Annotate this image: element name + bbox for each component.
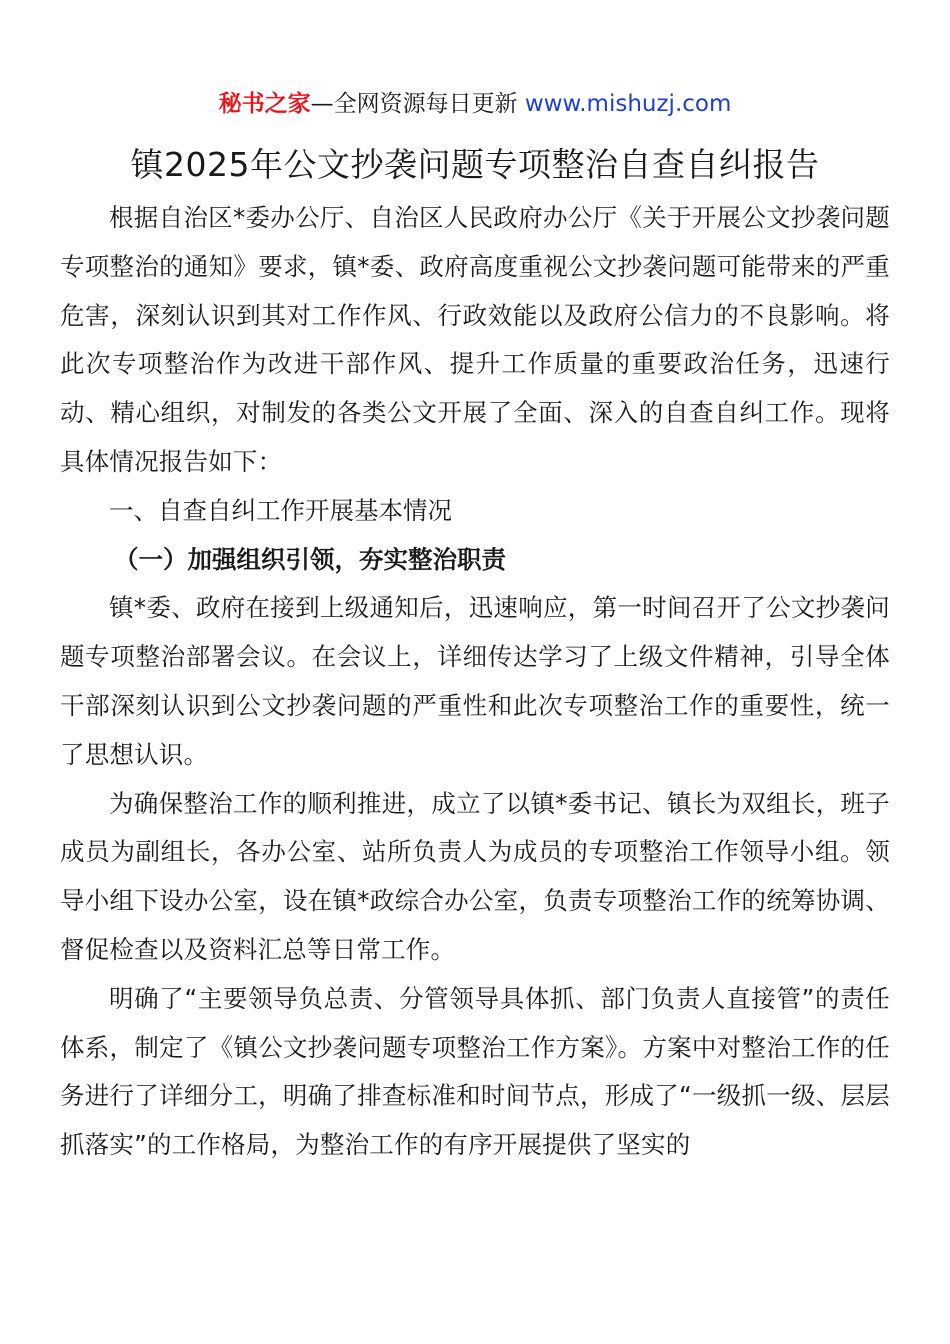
body-paragraph: 镇*委、政府在接到上级通知后，迅速响应，第一时间召开了公文抄袭问题专项整治部署会议。在会议上，详细传达学习了上级文件精神，引导全体干部深刻认识到公文抄袭问题的严重性和此次专项整治工作的重要性，统一了思想认识。 <box>60 593 890 769</box>
subsection-heading: （一）加强组织引领，夯实整治职责 <box>114 544 506 574</box>
site-header <box>60 86 890 122</box>
body-paragraph: 为确保整治工作的顺利推进，成立了以镇*委书记、镇长为双组长，班子成员为副组长，各办公室、站所负责人为成员的专项整治工作领导小组。领导小组下设办公室，设在镇*政综合办公室，负责专项整治工作的统筹协调、督促检查以及资料汇总等日常工作。 <box>60 788 890 964</box>
document-body <box>60 194 890 1170</box>
section-heading: 一、自查自纠工作开展基本情况 <box>109 495 452 525</box>
document-title: 镇2025年公文抄袭问题专项整治自查自纠报告 <box>130 145 820 184</box>
body-paragraph: 明确了“主要领导负总责、分管领导具体抓、部门负责人直接管”的责任体系，制定了《镇公文抄袭问题专项整治工作方案》。方案中对整治工作的任务进行了详细分工，明确了排查标准和时间节点，形成了“一级抓一级、层层抓落实”的工作格局，为整治工作的有序开展提供了坚实的 <box>60 983 890 1160</box>
site-tagline: —全网资源每日更新 <box>310 91 525 117</box>
site-url[interactable]: www.mishuzj.com <box>524 91 732 117</box>
intro-paragraph: 根据自治区*委办公厅、自治区人民政府办公厅《关于开展公文抄袭问题专项整治的通知》要求，镇*委、政府高度重视公文抄袭问题可能带来的严重危害，深刻认识到其对工作作风、行政效能以及政府公信力的不良影响。将此次专项整治作为改进干部作风、提升工作质量的重要政治任务，迅速行动、精心组织，对制发的各类公文开展了全面、深入的自查自纠工作。现将具体情况报告如下： <box>60 203 890 476</box>
brand-name: 秘书之家 <box>218 91 311 117</box>
